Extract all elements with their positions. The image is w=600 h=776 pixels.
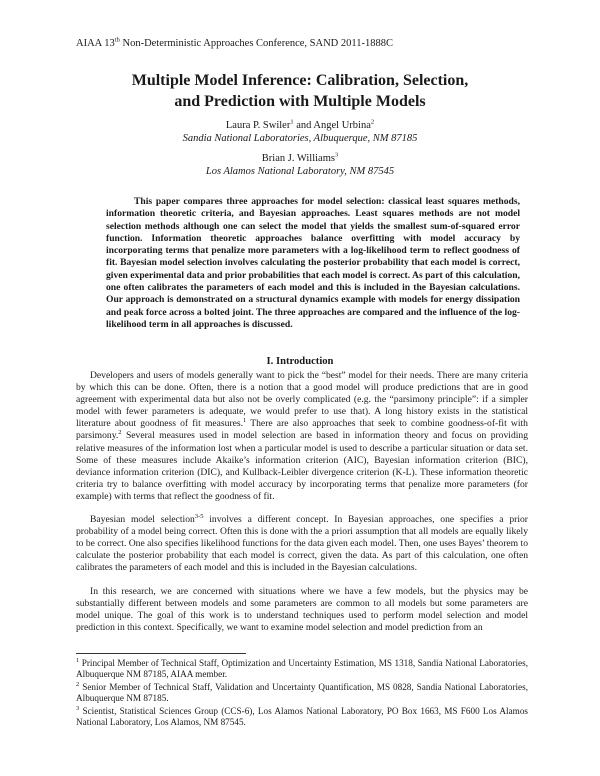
section-heading: I. Introduction <box>266 356 334 367</box>
introduction-body <box>76 370 528 645</box>
header-text-a: AIAA 13 <box>76 38 115 49</box>
author-affiliation: Los Alamos National Laboratory, NM 87545 <box>205 166 395 177</box>
author-names: Brian J. Williams$^3$ <box>261 151 339 164</box>
citation-3-5: 3-5 <box>194 512 204 520</box>
abstract: This paper compares three approaches for model selection: classical least squares methods, information theoretic criteria, and Bayesian approaches. Least squares methods are not model selection methods although one can select the model that yields the smallest sum-of-squared error function. Information theoretic approaches balance overfitting with model accuracy by incorporating terms that penalize more parameters with a log-likelihood term to reflect goodness of fit. Bayesian model selection involves calculating the posterior probability that each model is correct, given experimental data and prior probabilities that each model is correct. As part of this calculation, one often calibrates the parameters of each model and this is included in the Bayesian calculations. Our approach is demonstrated on a structural dynamics example with models for energy dissipation and peak force across a bolted joint. The three approaches are compared and the influence of the log-likelihood term in all approaches is discussed. <box>106 196 520 330</box>
footnote-divider <box>76 653 246 654</box>
paragraph-3: In this research, we are concerned with situations where we have a few models, but the physics may be substantially different between models and some parameters are common to all models but some parameters are model unique. The goal of this work is to understand techniques used to perform model selection and model prediction in this context. Specifically, we want to examine model selection and model prediction from an <box>76 585 528 633</box>
footnote: $^1$ Principal Member of Technical Staff, Optimization and Uncertainty Estimation, MS 1318, Sandia National Laboratories, Albuquerque NM 87185, AIAA member. <box>76 656 528 680</box>
footnote: $^3$ Scientist, Statistical Sciences Group (CCS-6), Los Alamos National Laboratory, PO Box 1663, MS F600 Los Alamos National Laboratory, Los Alamos, NM 87545. <box>76 704 528 728</box>
header-superscript: th <box>114 36 120 44</box>
title-line-1: Multiple Model Inference: Calibration, Selection, <box>131 72 469 89</box>
author-affiliation: Sandia National Laboratories, Albuquerque, NM 87185 <box>182 133 418 144</box>
paragraph-2: Bayesian model selection$^{3-5}$ involves a different concept. In Bayesian approaches, one specifies a prior probability of a model being correct. Often this is done with the a priori assumption that all models are equally likely to be correct. One also specifies likelihood functions for the data given each model. Then, one uses Bayes’ theorem to calculate the posterior probability that each model is correct, given the data. As part of this calculation, one often calibrates the parameters of each model and this is included in the Bayesian calculations. <box>76 512 529 574</box>
citation-2: 2 <box>118 429 122 437</box>
author-block-1 <box>0 119 600 145</box>
author-block-2 <box>0 152 600 178</box>
citation-1: 1 <box>243 417 247 425</box>
footnotes <box>76 658 528 729</box>
author-names: Laura P. Swiler$^1$ and Angel Urbina$^2$ <box>225 118 375 131</box>
footnote: $^2$ Senior Member of Technical Staff, Validation and Uncertainty Quantification, MS 0828, Sandia National Laboratories, Albuquerque NM 87185. <box>76 680 528 704</box>
title-line-2: and Prediction with Multiple Models <box>174 93 426 110</box>
header-text-b: Non-Deterministic Approaches Conference, SAND 2011-1888C <box>119 38 393 49</box>
paragraph-1: Developers and users of models generally want to pick the “best” model for their needs. There are many criteria by which this can be done. Often, there is a notion that a good model will produce predictions that are in good agreement with experimental data but also not be overly complicated (e.g. the “parsimony principle”: if a simpler model with fewer parameters is adequate, we would prefer to use that). A long history exists in the statistical literature about goodness of fit measures.$^1$ There are also approaches that seek to combine goodness-of-fit with parsimony.$^2$ Several measures used in model selection are based in information theory and focus on providing relative measures of the information lost when a particular model is used to describe a particular situation or data set. Some of these measures include Akaike’s information criterion (AIC), Bayesian information criterion (BIC), deviance information criterion (DIC), and Kullback-Leibler divergence criterion (K-L). These information theoretic criteria try to balance overfitting with model accuracy by incorporating terms that penalize more parameters (for example) with terms that reflect the goodness of fit. <box>76 370 528 502</box>
running-header <box>76 37 393 50</box>
paper-title <box>0 70 600 112</box>
